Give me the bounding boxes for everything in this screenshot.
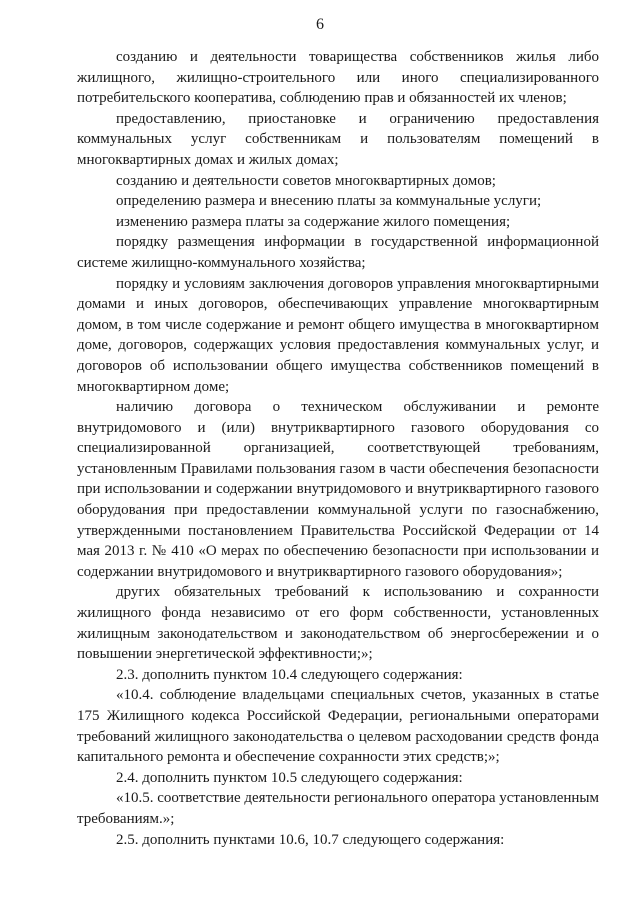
paragraph: 2.4. дополнить пунктом 10.5 следующего содержания: bbox=[116, 769, 463, 786]
paragraph: 2.5. дополнить пунктами 10.6, 10.7 следующего содержания: bbox=[116, 831, 505, 848]
paragraph: 2.3. дополнить пунктом 10.4 следующего содержания: bbox=[116, 666, 463, 683]
paragraph: порядку размещения информации в государственной информационной системе жилищно-коммунального хозяйства; bbox=[77, 234, 599, 271]
paragraph: «10.5. соответствие деятельности регионального оператора установленным требованиям.»; bbox=[77, 790, 599, 827]
paragraph: определению размера и внесению платы за коммунальные услуги; bbox=[116, 193, 542, 210]
paragraph: созданию и деятельности товарищества собственников жилья либо жилищного, жилищно-строительного или иного специализированного потребительского кооператива, соблюдению прав и обязанностей их членов; bbox=[77, 49, 599, 107]
paragraph: порядку и условиям заключения договоров управления многоквартирными домами и иных договоров, обеспечивающих управление многоквартирным домом, в том числе содержание и ремонт общего имущества в многоквартирном доме, договоров, содержащих условия предоставления коммунальных услуг, и договоров об использовании общего имущества собственников помещений в многоквартирном доме; bbox=[77, 275, 599, 395]
paragraph: предоставлению, приостановке и ограничению предоставления коммунальных услуг собственникам и пользователям помещений в многоквартирных домах и жилых домах; bbox=[77, 110, 599, 168]
paragraph: «10.4. соблюдение владельцами специальных счетов, указанных в статье 175 Жилищного кодекса Российской Федерации, региональными операторами требований жилищного законодательства о целевом расходовании средств фонда капитального ремонта и обеспечение сохранности этих средств;»; bbox=[77, 687, 599, 766]
document-body bbox=[77, 47, 599, 850]
page-number: 6 bbox=[316, 16, 324, 33]
paragraph: наличию договора о техническом обслуживании и ремонте внутридомового и (или) внутриквартирного газового оборудования со специализированной организацией, соответствующей требованиям, установленным Правилами пользования газом в части обеспечения безопасности при использовании и содержании внутридомового и внутриквартирного газового оборудования при предоставлении коммунальной услуги по газоснабжению, утвержденными постановлением Правительства Российской Федерации от 14 мая 2013 г. № 410 «О мерах по обеспечению безопасности при использовании и содержании внутридомового и внутриквартирного газового оборудования»; bbox=[77, 399, 599, 580]
paragraph: изменению размера платы за содержание жилого помещения; bbox=[116, 213, 511, 230]
paragraph: других обязательных требований к использованию и сохранности жилищного фонда независимо от его форм собственности, установленных жилищным законодательством и законодательством об энергосбережении и о повышении энергетической эффективности;»; bbox=[77, 584, 599, 663]
paragraph: созданию и деятельности советов многоквартирных домов; bbox=[116, 172, 496, 189]
